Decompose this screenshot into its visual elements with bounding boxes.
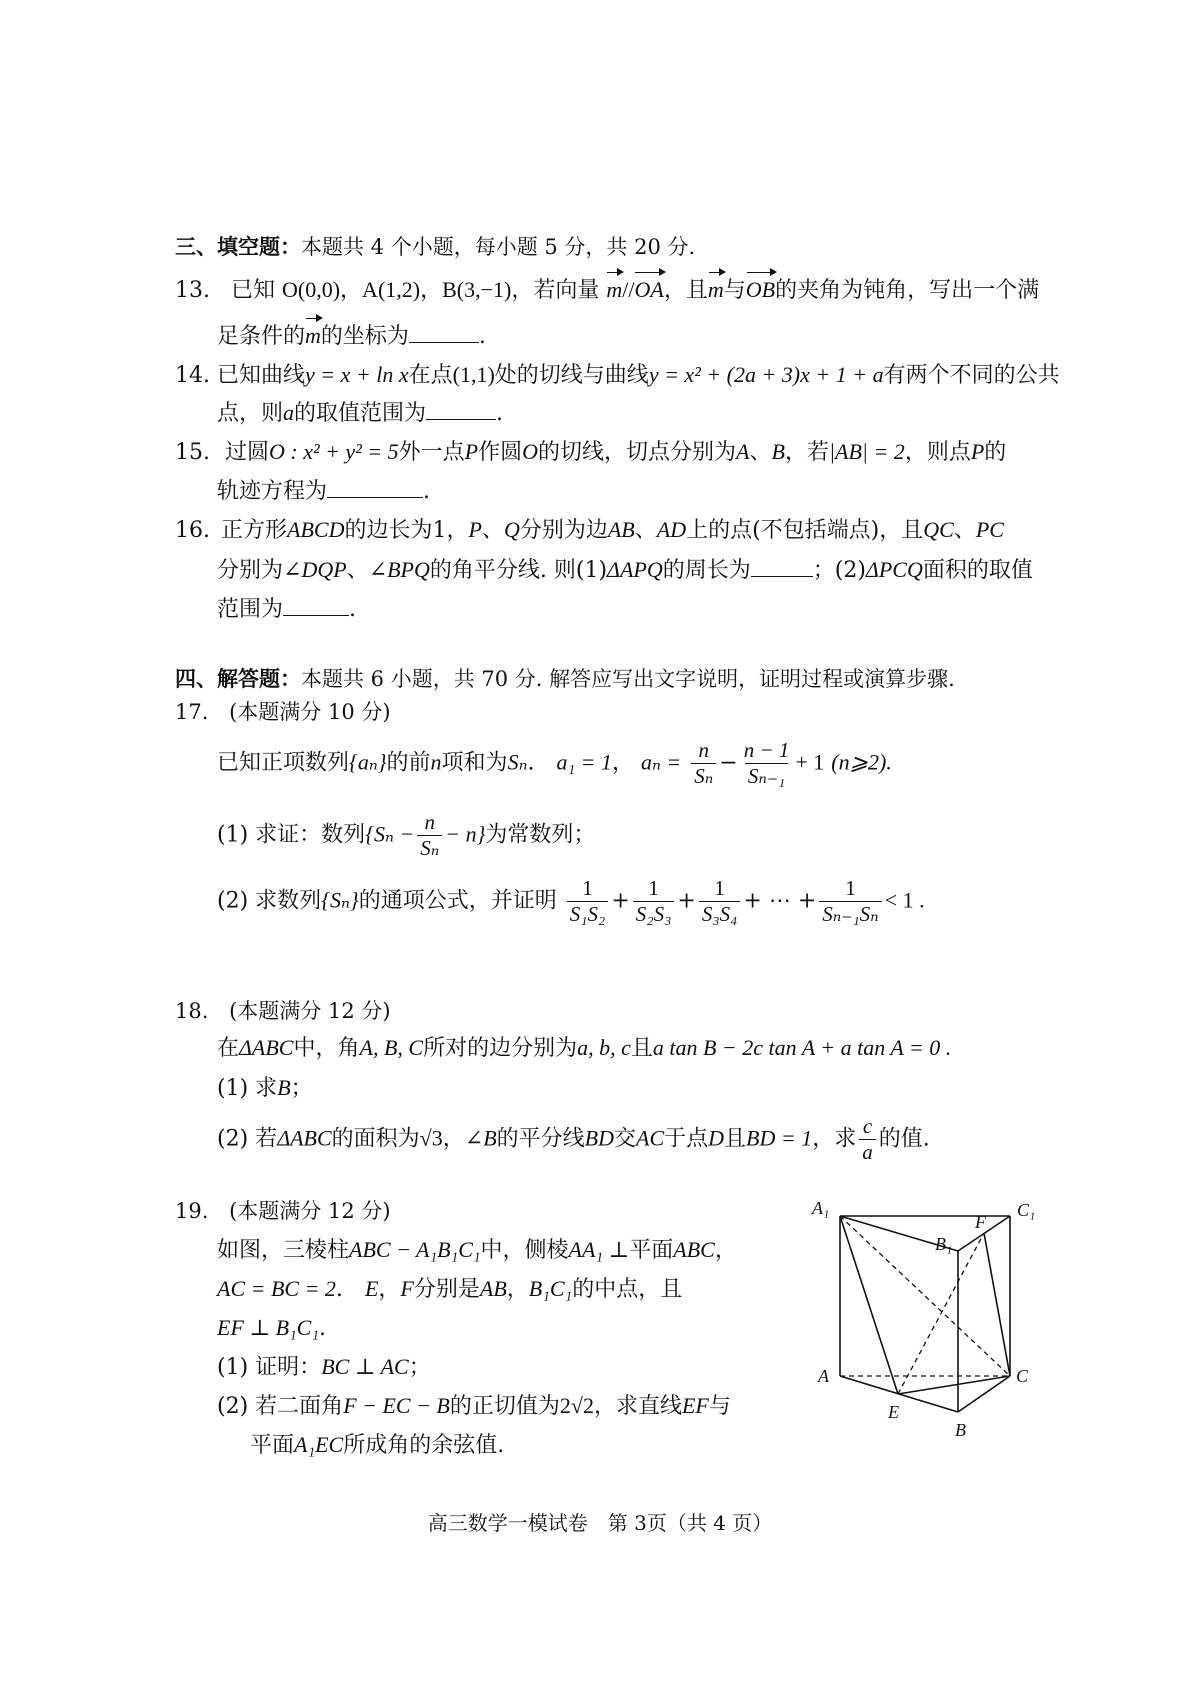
q19-text: 的正切值为 (449, 1394, 560, 1419)
q18-text: 所对的边分别为 (423, 1036, 578, 1061)
q16-text: 的周长为 (662, 558, 751, 583)
plus-sign: + (611, 888, 630, 914)
q14-text: 点，则 (217, 401, 284, 426)
q18-score: (本题满分 12 分) (229, 999, 391, 1023)
frac-numerator: n (424, 810, 435, 834)
q19-text: ， (714, 1238, 737, 1263)
q18-sides: a, b, c (577, 1035, 631, 1060)
prism-solid-edges (840, 1216, 1010, 1412)
q16-edge-AD: AD (656, 517, 687, 542)
q14-curve-2: y = x² + (2a + 3)x + 1 + a (648, 362, 884, 387)
q16-text: 分别为 (217, 558, 284, 583)
q19-edge-lengths: AC = BC = 2 (217, 1276, 336, 1301)
q19-text: ； (408, 1355, 431, 1380)
sum-term-2 (633, 876, 675, 927)
q13-number: 13. (175, 278, 210, 303)
q17-sequence-S: {Sₙ} (321, 887, 359, 913)
q16-text: 范围为 (217, 597, 284, 622)
q13-text: 已知 (231, 278, 276, 303)
answer-blank[interactable] (327, 475, 423, 498)
question-14-line-1 (175, 360, 1060, 391)
question-13-line-2: 足条件的m的坐标为 . (217, 320, 486, 352)
q18-equation: a tan B − 2c tan A + a tan A = 0 . (652, 1035, 952, 1060)
question-17-part-1 (217, 810, 595, 861)
q15-point-A: A (736, 439, 750, 464)
q18-text: 若 (255, 1126, 278, 1152)
q15-text: ，则点 (904, 440, 971, 465)
vector-OB: OB (746, 275, 775, 305)
q19-text: 的中点，且 (572, 1277, 683, 1302)
figure-labels (811, 1198, 1035, 1440)
question-19-part-2-line-2 (250, 1430, 504, 1461)
question-17-statement: 已知正项数列{aₙ}的前n项和为Sₙ. a₁ = 1， aₙ = $\frac{n}{\text{Sₙ}}$ − $\frac{n - 1}{\text{Sₙ₋₁}}$ + 1 (n⩾2). (217, 738, 892, 788)
question-19-line-2 (217, 1274, 682, 1305)
q16-edge-AB: AB (607, 517, 635, 542)
page-footer: 高三数学一模试卷 第 3页（共 4 页） (427, 1511, 773, 1535)
question-18-part-2 (217, 1114, 930, 1165)
q19-line-EF: EF (681, 1393, 709, 1418)
part-label: (1) (217, 1355, 249, 1380)
q15-circle-O: O (522, 439, 539, 464)
frac-numerator: n − 1 (743, 738, 790, 762)
section-4-note: 本题共 6 小题，共 70 分. 解答应写出文字说明，证明过程或演算步骤. (301, 667, 955, 691)
frac-numerator: 1 (648, 876, 659, 900)
frac-numerator: n (698, 738, 709, 762)
q13-text: ，且 (663, 278, 708, 303)
q19-text: ， (378, 1277, 401, 1302)
q16-sep: 、 (481, 518, 504, 543)
q14-text: 的取值范围为 (294, 401, 427, 426)
q18-segment-AC: AC (636, 1125, 665, 1151)
q19-score: (本题满分 12 分) (229, 1199, 391, 1223)
q13-text: 的坐标为 (320, 324, 409, 349)
frac-numerator: 1 (714, 876, 725, 900)
answer-blank[interactable] (409, 320, 479, 343)
q19-text: . (335, 1277, 343, 1302)
q13-text: 足条件的 (217, 324, 306, 349)
q19-plane-ABC: ABC (673, 1237, 715, 1262)
q16-text: 面积的取值 (922, 558, 1033, 583)
q14-text: 处的切线与曲线 (494, 363, 649, 388)
q19-text: 如图，三棱柱 (217, 1238, 350, 1263)
q19-text: 若二面角 (255, 1394, 344, 1419)
vector-m: m (708, 275, 724, 305)
parallel-symbol: // (622, 277, 635, 302)
q18-text: ； (290, 1076, 313, 1101)
q17-score: (本题满分 10 分) (229, 700, 391, 724)
q18-text: 求 (255, 1076, 278, 1101)
vector-OA: OA (634, 275, 663, 305)
edge-EC (898, 1376, 1010, 1394)
q14-number: 14. (175, 363, 210, 388)
label-C1: C₁ (1017, 1200, 1036, 1220)
section-3-title: 三、填空题： (175, 234, 301, 259)
q16-sep: 、 (346, 558, 369, 583)
part-label: (1) (217, 822, 249, 848)
q15-point-P: P (970, 439, 985, 464)
q17-Sn: Sₙ (507, 749, 528, 775)
q18-number: 18. (175, 999, 209, 1023)
q17-number: 17. (175, 700, 209, 724)
q18-text: 于点 (664, 1126, 709, 1152)
q17-initial-term: a₁ = 1 (556, 749, 612, 775)
q16-number: 16. (175, 518, 210, 543)
q18-angle-B: ∠B (464, 1125, 497, 1151)
q16-text: 正方形 (221, 518, 288, 543)
q14-curve-1: y = x + ln x (305, 362, 409, 387)
hidden-edge-EF (898, 1233, 984, 1394)
q18-bd-length: BD = 1 (746, 1125, 813, 1151)
q18-text: ，求 (812, 1126, 857, 1152)
frac-numerator: 1 (582, 876, 593, 900)
q18-text: 且 (724, 1126, 747, 1152)
frac-numerator: 1 (845, 876, 856, 900)
question-14-line-2: 点，则a的取值范围为 . (217, 397, 503, 429)
question-16-line-2 (217, 554, 1033, 586)
question-17-part-2 (217, 876, 925, 927)
sum-term-3 (699, 876, 741, 927)
label-A: A (818, 1366, 829, 1386)
q16-angle-BPQ: ∠BPQ (368, 557, 430, 582)
q18-fraction-c-over-a (859, 1114, 876, 1165)
q19-text: 中，侧棱 (480, 1238, 569, 1263)
q18-text: 的平分线 (496, 1126, 585, 1152)
q19-text: 所成角的余弦值. (343, 1433, 505, 1458)
question-19-line-3 (217, 1313, 326, 1344)
q17-expr: {Sₙ − (365, 821, 415, 847)
q15-sep: 、 (749, 440, 772, 465)
q16-sep: 、 (953, 518, 976, 543)
q19-point-F: F (400, 1276, 414, 1301)
q17-tail: + 1 (795, 749, 825, 775)
label-B: B (955, 1420, 966, 1440)
q15-number: 15. (175, 440, 210, 465)
q15-text: 的 (984, 440, 1007, 465)
q17-expr: − n} (445, 821, 486, 847)
q18-text: 且 (630, 1036, 653, 1061)
section-4-heading (175, 664, 955, 694)
question-19-line-1 (217, 1235, 737, 1266)
q15-text: 过圆 (225, 440, 270, 465)
prism-hidden-edges (840, 1216, 1010, 1394)
plus-sign: + (677, 888, 696, 914)
q18-text: 的面积为 (331, 1126, 420, 1152)
prism-figure (810, 1196, 1050, 1466)
q19-text: ，求直线 (593, 1394, 682, 1419)
answer-blank[interactable] (751, 554, 813, 577)
frac-denominator: S₁S₂ (567, 901, 609, 927)
q15-circle-equation: O : x² + y² = 5 (269, 439, 399, 464)
q18-triangle: ΔABC (239, 1035, 294, 1060)
q16-sep: 、 (634, 518, 657, 543)
answer-blank[interactable] (426, 397, 496, 420)
q16-angle-DQP: ∠DQP (283, 557, 347, 582)
frac-denominator: S₃S₄ (699, 901, 741, 927)
q15-text: 外一点 (398, 440, 465, 465)
q17-text: 的前 (386, 750, 431, 776)
q18-text: ， (442, 1126, 465, 1152)
q17-sequence: {aₙ} (349, 749, 387, 775)
q14-text: 在点 (408, 363, 453, 388)
q15-text: 的切线，切点分别为 (538, 440, 737, 465)
q16-text: 的边长为1， (344, 518, 469, 543)
q18-triangle: ΔABC (277, 1125, 332, 1151)
q19-edge-AB: AB (479, 1276, 507, 1301)
section-4-title: 四、解答题： (175, 666, 301, 691)
q19-text: 与 (708, 1394, 731, 1419)
frac-denominator: Sₙ₋₁ (745, 763, 788, 789)
label-B1: B₁ (935, 1234, 953, 1254)
question-18-statement (217, 1033, 951, 1064)
q16-triangle-PCQ: ΔPCQ (865, 557, 923, 582)
frac-denominator: Sₙ₋₁Sₙ (819, 901, 881, 927)
question-16-line-3: 范围为 . (217, 593, 356, 625)
q17-fraction-3 (417, 810, 442, 861)
q16-line-PC: PC (975, 517, 1004, 542)
q19-text: ， (506, 1277, 529, 1302)
q17-text: 的通项公式，并证明 (358, 888, 557, 914)
frac-denominator: a (859, 1139, 876, 1165)
q13-text: 的夹角为钝角，写出一个满 (775, 278, 1040, 303)
question-19-header (175, 1196, 391, 1226)
q18-point-D: D (708, 1125, 725, 1151)
question-13-line-1 (175, 275, 1039, 306)
q15-chord-length: |AB| = 2 (828, 439, 905, 464)
q13-text: ，若向量 (511, 278, 600, 303)
q16-text: ；(2) (812, 558, 866, 583)
frac-denominator: S₂S₃ (633, 901, 675, 927)
q18-angles: A, B, C (359, 1035, 424, 1060)
q19-text: 平面 (629, 1238, 674, 1263)
label-A1: A₁ (812, 1198, 830, 1218)
q19-text: 分别是 (413, 1277, 480, 1302)
q14-point: (1,1) (452, 362, 495, 387)
q19-prism: ABC − A₁B₁C₁ (349, 1237, 481, 1262)
question-18-part-1 (217, 1073, 313, 1104)
q13-text: 与 (723, 278, 746, 303)
q14-var-a: a (283, 400, 295, 425)
part-label: (1) (217, 1076, 249, 1101)
question-17-header (175, 697, 391, 727)
question-15-line-1 (175, 437, 1006, 468)
q13-points: O(0,0)，A(1,2)，B(3,−1) (282, 277, 512, 302)
q15-text: ，若 (784, 440, 829, 465)
label-C: C (1016, 1366, 1029, 1386)
part-label: (2) (217, 888, 249, 914)
q14-text: 有两个不同的公共 (883, 363, 1060, 388)
q15-point-P: P (464, 439, 479, 464)
q19-tan-value: 2√2 (559, 1393, 594, 1418)
q17-condition: (n⩾2). (831, 749, 892, 775)
q19-edge-B1C1: B₁C₁ (528, 1276, 573, 1301)
q17-text: 已知正项数列 (217, 750, 350, 776)
question-16-line-1 (175, 515, 1004, 546)
edge-BC (958, 1376, 1010, 1412)
q17-text: 为常数列； (485, 822, 596, 848)
q17-fraction-1 (691, 738, 716, 789)
label-F: F (975, 1212, 986, 1232)
q19-ef-perp: EF ⊥ B₁C₁ (217, 1315, 319, 1340)
frac-numerator: c (862, 1114, 873, 1138)
q17-an: aₙ = (640, 749, 682, 775)
q17-fraction-2 (741, 738, 793, 789)
q19-edge-AA1: AA₁ ⊥ (568, 1237, 630, 1262)
q16-point-P: P (468, 517, 482, 542)
q19-text: 平面 (250, 1433, 295, 1458)
q19-text: . (318, 1316, 326, 1341)
q18-text: 中，角 (293, 1036, 360, 1061)
sum-term-1 (567, 876, 609, 927)
q15-text: 轨迹方程为 (217, 479, 328, 504)
part-label: (2) (217, 1394, 249, 1419)
q15-text: 作圆 (478, 440, 523, 465)
q19-text: 证明： (255, 1355, 322, 1380)
q17-var-n: n (430, 749, 442, 775)
q19-number: 19. (175, 1199, 209, 1223)
q19-plane-A1EC: A₁EC (294, 1432, 344, 1457)
section-3-heading (175, 232, 695, 262)
q16-triangle-APQ: ΔAPQ (607, 557, 663, 582)
question-19-part-1 (217, 1352, 431, 1383)
answer-blank[interactable] (283, 593, 349, 616)
vector-m: m (606, 275, 622, 305)
q18-angle-B: B (277, 1075, 291, 1100)
frac-denominator: Sₙ (691, 763, 716, 789)
q16-point-Q: Q (503, 517, 520, 542)
q18-text: 的值. (878, 1126, 930, 1152)
q17-text: 求证：数列 (255, 822, 366, 848)
q16-text: 的角平分线. 则(1) (429, 558, 608, 583)
frac-denominator: Sₙ (417, 835, 442, 861)
q18-text: 交 (613, 1126, 636, 1152)
sum-term-n (819, 876, 881, 927)
question-18-header (175, 996, 391, 1026)
question-15-line-2: 轨迹方程为 . (217, 475, 430, 507)
q18-text: 在 (217, 1036, 240, 1061)
q15-point-B: B (771, 439, 785, 464)
q18-area: √3 (419, 1125, 443, 1151)
ellipsis: + ⋯ + (743, 888, 817, 914)
question-19-part-2-line-1 (217, 1391, 731, 1422)
vector-m: m (305, 321, 321, 351)
section-3-note: 本题共 4 个小题，每小题 5 分，共 20 分. (301, 235, 696, 259)
q16-text: 分别为边 (519, 518, 608, 543)
part-label: (2) (217, 1126, 249, 1152)
q19-point-E: E (364, 1276, 379, 1301)
q19-dihedral: F − EC − B (343, 1393, 450, 1418)
q16-text: 上的点(不包括端点)，且 (686, 518, 924, 543)
q16-square: ABCD (287, 517, 345, 542)
q17-text: 项和为 (441, 750, 508, 776)
q17-text: 求数列 (255, 888, 322, 914)
q17-inequality: < 1 . (884, 887, 925, 913)
q14-text: 已知曲线 (217, 363, 306, 388)
q16-line-QC: QC (923, 517, 954, 542)
q18-segment-BD: BD (584, 1125, 614, 1151)
label-E: E (888, 1402, 899, 1422)
q19-bc-perp-ac: BC ⊥ AC (321, 1354, 409, 1379)
